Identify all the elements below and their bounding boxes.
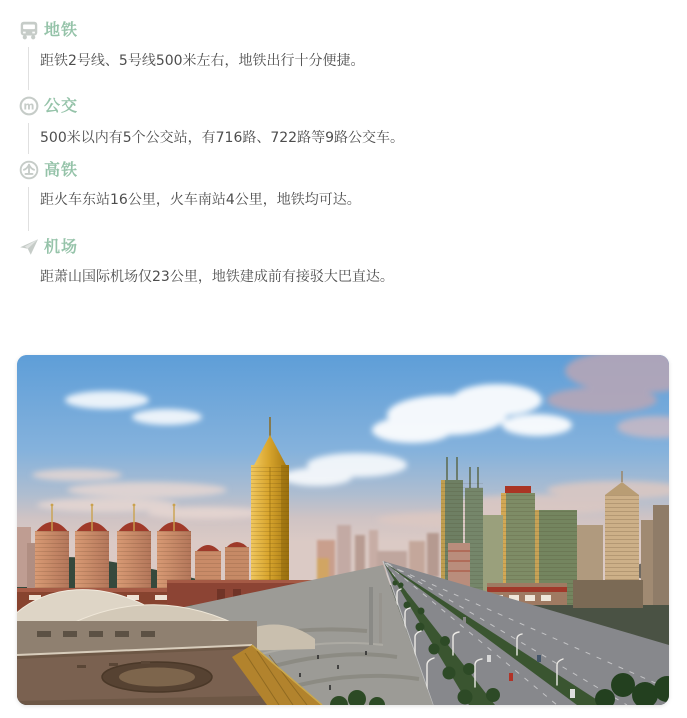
bus-icon: [18, 19, 40, 41]
svg-text:m: m: [23, 100, 35, 113]
airplane-icon: [18, 236, 40, 258]
section-description-metro: 距铁2号线、5号线500米左右，地铁出行十分便捷。: [40, 53, 365, 69]
timeline-connector: [28, 123, 29, 154]
section-description-bus: 500米以内有5个公交站，有716路、722路等9路公交车。: [40, 130, 404, 146]
section-title-airport: 机场: [44, 237, 79, 256]
city-skyline-photo: [17, 355, 669, 705]
timeline-connector: [28, 187, 29, 231]
section-title-hsr: 高铁: [44, 160, 79, 179]
railway-icon: [18, 159, 40, 181]
timeline-connector: [28, 47, 29, 90]
section-title-bus: 公交: [44, 96, 79, 115]
metro-m-icon: [18, 95, 40, 117]
section-description-airport: 距萧山国际机场仅23公里，地铁建成前有接驳大巴直达。: [40, 269, 394, 285]
section-description-hsr: 距火车东站16公里，火车南站4公里，地铁均可达。: [40, 192, 361, 208]
section-title-metro: 地铁: [44, 20, 79, 39]
